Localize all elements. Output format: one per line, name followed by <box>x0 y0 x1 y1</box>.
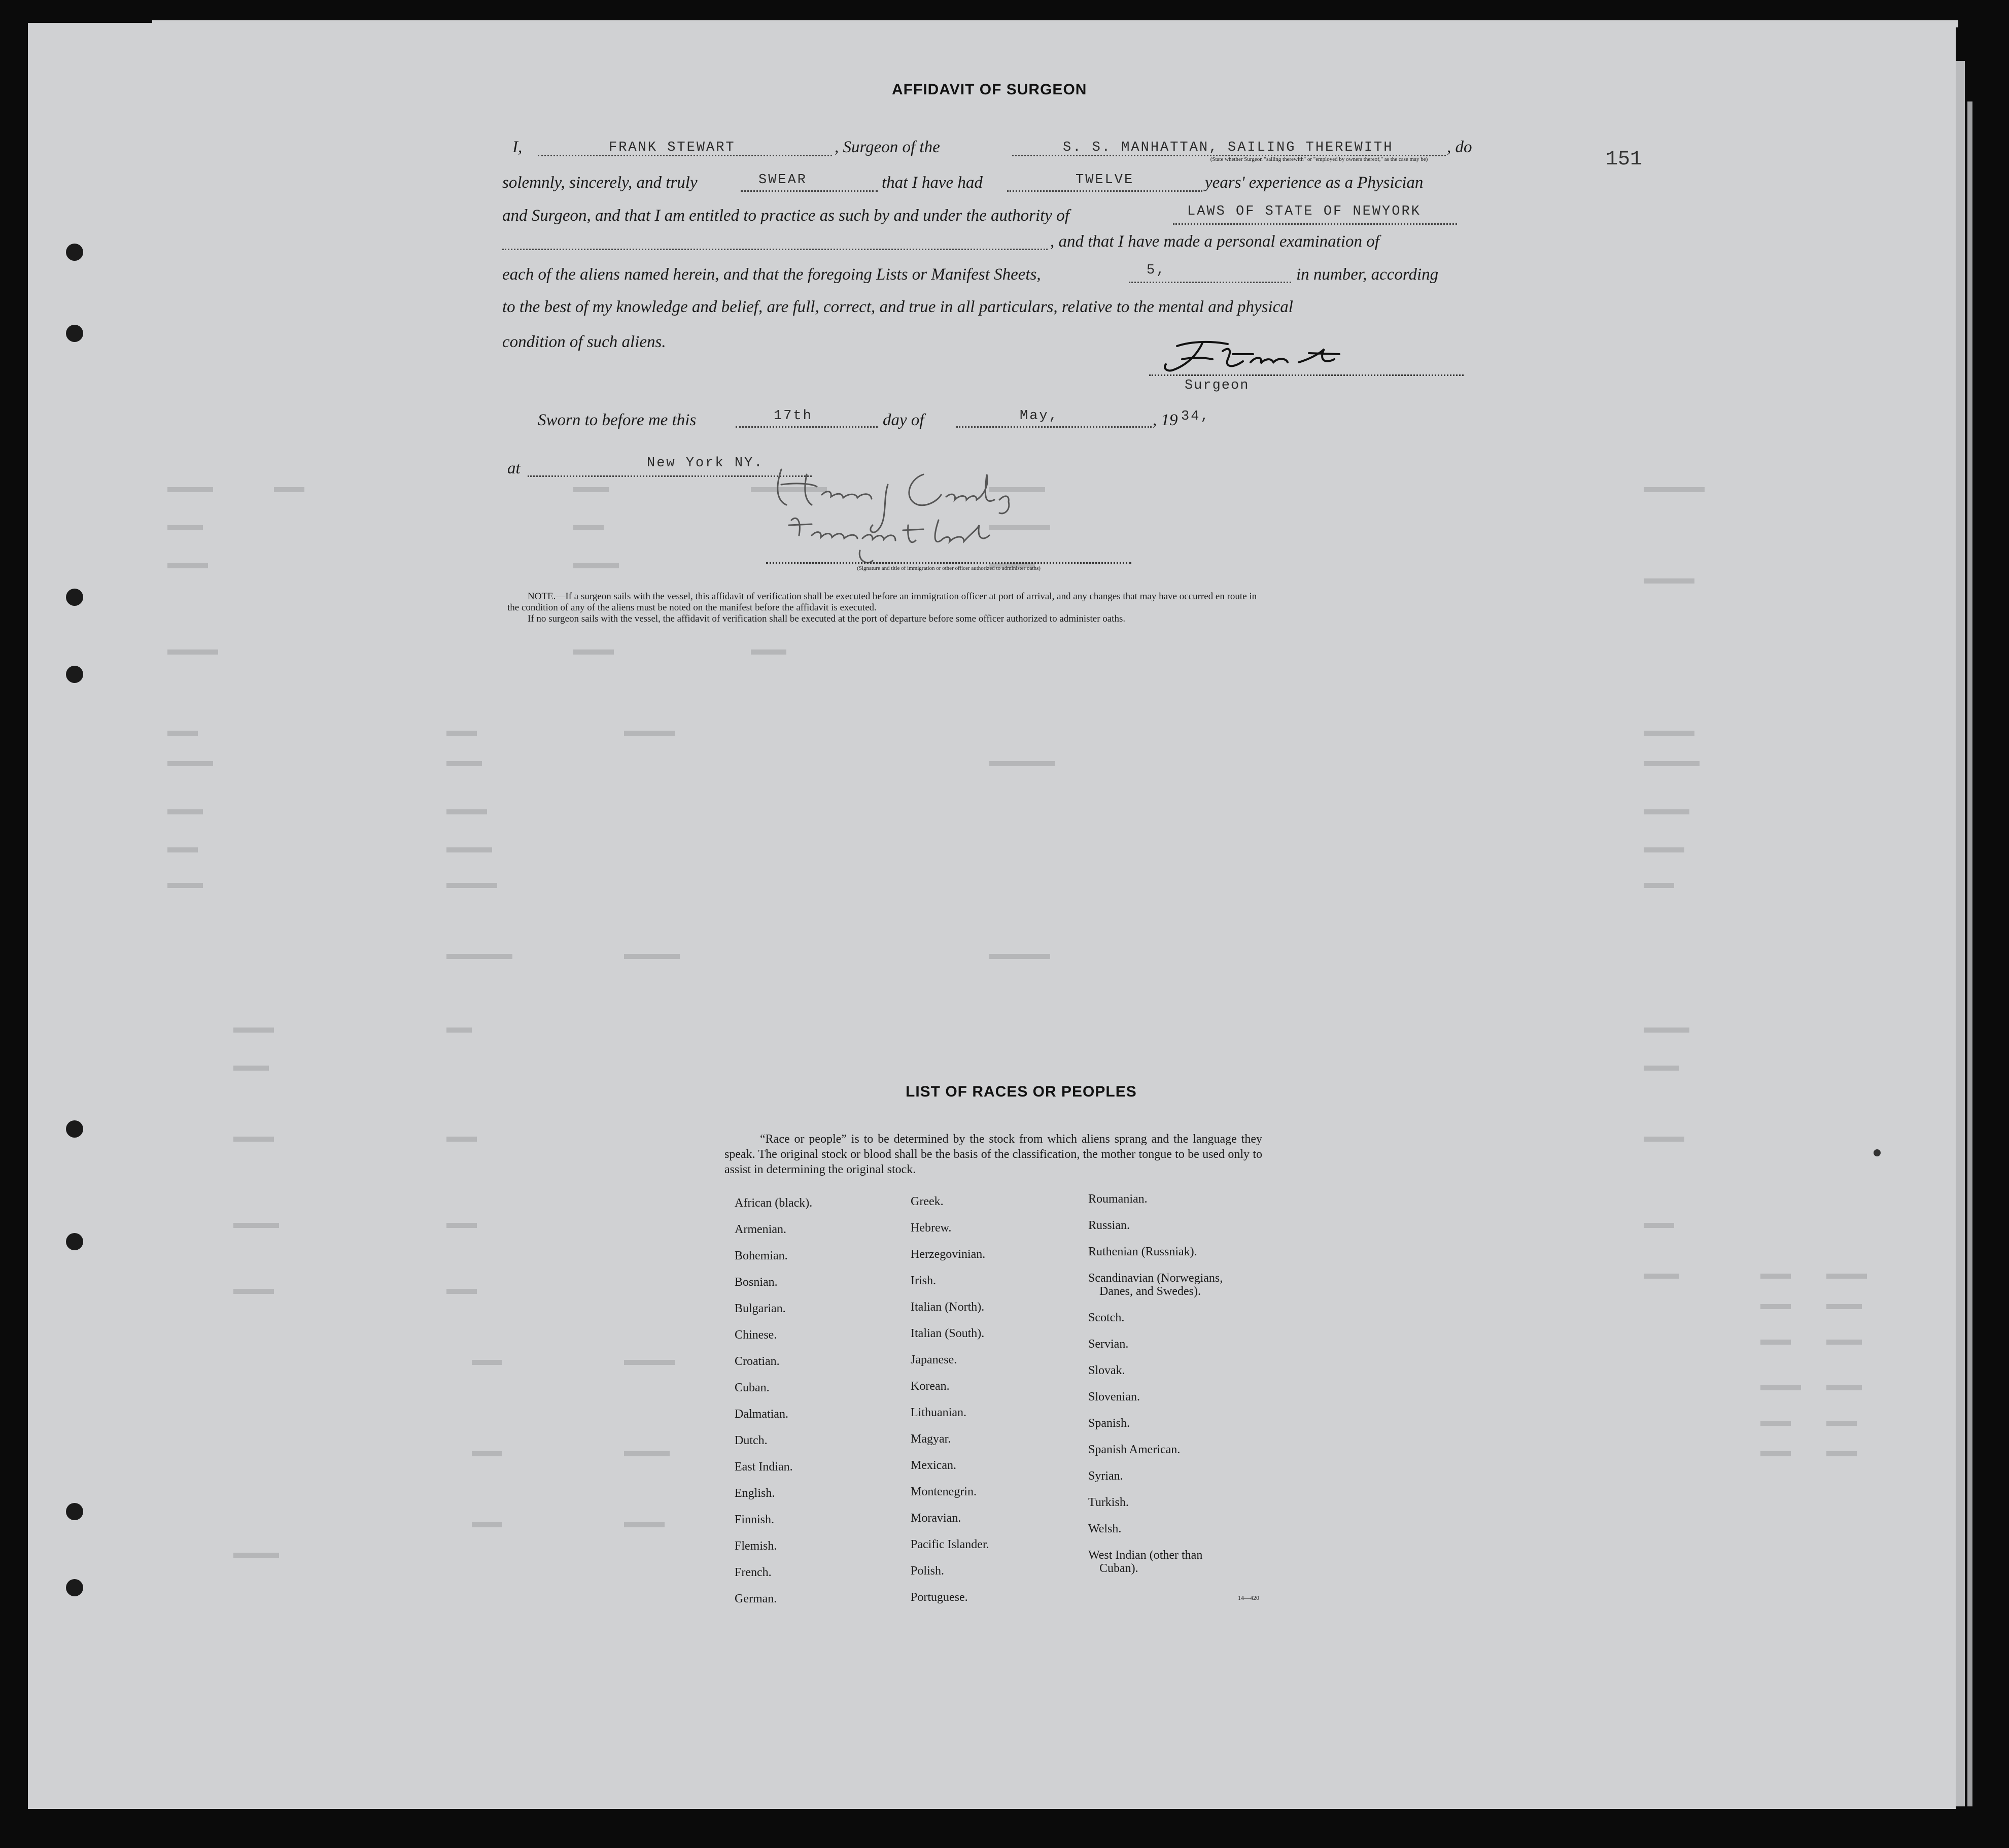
race-item: Cuban. <box>735 1381 770 1394</box>
form-number: 14—420 <box>1238 1594 1259 1601</box>
race-item: Finnish. <box>735 1513 775 1526</box>
race-item: Ruthenian (Russniak). <box>1088 1245 1197 1258</box>
sworn-day: 17th <box>774 408 813 424</box>
sailing-status: SAILING THEREWITH <box>1228 140 1394 155</box>
race-item: Spanish American. <box>1088 1443 1181 1456</box>
race-item: African (black). <box>735 1196 813 1210</box>
sworn-year: 34, <box>1181 409 1210 424</box>
race-item: Bulgarian. <box>735 1302 786 1315</box>
races-column-3 <box>1088 1192 1223 1575</box>
surgeon-signature <box>1157 339 1349 380</box>
race-item: Bosnian. <box>735 1276 778 1289</box>
race-item: Servian. <box>1088 1338 1129 1351</box>
affidavit-line7: condition of such aliens. <box>502 333 666 351</box>
fill-line <box>528 475 812 477</box>
affidavit-title: AFFIDAVIT OF SURGEON <box>892 81 1087 98</box>
sworn-text-a: Sworn to before me this <box>538 411 697 429</box>
race-item: Turkish. <box>1088 1496 1129 1509</box>
race-item: Croatian. <box>735 1355 780 1368</box>
oath-type: SWEAR <box>758 173 808 188</box>
surgeon-name: FRANK STEWART <box>609 140 736 155</box>
race-item: Chinese. <box>735 1328 777 1342</box>
race-item: Dalmatian. <box>735 1408 788 1421</box>
race-item: Hebrew. <box>911 1221 952 1235</box>
race-item: Portuguese. <box>911 1591 968 1604</box>
affidavit-line4: , and that I have made a personal examination of <box>1050 232 1379 251</box>
officer-caption: (Signature and title of immigration or other officer authorized to administer oaths) <box>857 565 1041 571</box>
years-experience: TWELVE <box>1076 173 1134 188</box>
vessel-name: S. S. MANHATTAN, <box>1063 140 1219 155</box>
races-title: LIST OF RACES OR PEOPLES <box>906 1083 1137 1100</box>
race-item: Roumanian. <box>1088 1192 1148 1206</box>
race-item: Magyar. <box>911 1432 951 1446</box>
race-item: Flemish. <box>735 1539 777 1553</box>
races-intro: “Race or people” is to be determined by the stock from which aliens sprang and the language they speak. The original stock or blood shall be the basis of the classification, the mother tongue to be used only to assist in determining the original stock. <box>724 1133 1262 1176</box>
surgeon-signature-line <box>1149 374 1464 376</box>
fill-line <box>741 190 878 192</box>
race-item: Irish. <box>911 1274 936 1287</box>
affidavit-note <box>507 591 1471 625</box>
race-item: Danes, and Swedes). <box>1099 1285 1201 1298</box>
manifest-sheet-count: 5, <box>1147 263 1166 278</box>
page-number: 151 <box>1606 148 1643 171</box>
sworn-text-b: day of <box>883 411 924 429</box>
race-item: Cuban). <box>1099 1562 1138 1575</box>
race-item: Scandinavian (Norwegians, <box>1088 1272 1223 1285</box>
race-item: Italian (North). <box>911 1301 985 1314</box>
race-item: English. <box>735 1487 775 1500</box>
surgeon-caption: Surgeon <box>1185 378 1250 393</box>
officer-signature <box>771 464 1086 566</box>
race-item: Scotch. <box>1088 1311 1125 1324</box>
race-item: French. <box>735 1566 772 1579</box>
fill-line <box>502 249 1048 250</box>
race-item: Dutch. <box>735 1434 768 1447</box>
race-item: Bohemian. <box>735 1249 788 1262</box>
surgeon-status-note: (State whether Surgeon "sailing therewith" or "employed by owners thereof," as the case may be) <box>1210 156 1428 162</box>
note-line: NOTE.—If a surgeon sails with the vessel, this affidavit of verification shall be executed before an immigration officer at port of arrival, and any changes that may have occurred en route in <box>528 591 1257 602</box>
race-item: Montenegrin. <box>911 1485 977 1498</box>
race-item: Slovenian. <box>1088 1390 1140 1404</box>
race-item: Moravian. <box>911 1512 961 1525</box>
affidavit-line1-prefix: I, <box>512 138 523 156</box>
practice-authority: LAWS OF STATE OF NEWYORK <box>1187 204 1421 219</box>
race-item: East Indian. <box>735 1460 793 1474</box>
sworn-place: New York NY. <box>647 456 764 471</box>
affidavit-line6: to the best of my knowledge and belief, are full, correct, and true in all particulars, relative to the mental and physical <box>502 298 1293 316</box>
race-item: Welsh. <box>1088 1522 1122 1535</box>
race-item: Syrian. <box>1088 1469 1123 1483</box>
race-item: Spanish. <box>1088 1417 1130 1430</box>
races-column-2 <box>911 1195 989 1617</box>
affidavit-line2-c: years' experience as a Physician <box>1205 174 1424 192</box>
race-item: Armenian. <box>735 1223 786 1236</box>
affidavit-line5-a: each of the aliens named herein, and that the foregoing Lists or Manifest Sheets, <box>502 265 1041 284</box>
officer-signature-line <box>766 562 1131 564</box>
race-item: Pacific Islander. <box>911 1538 989 1551</box>
fill-line <box>956 426 1152 428</box>
race-item: Slovak. <box>1088 1364 1125 1377</box>
race-item: Italian (South). <box>911 1327 985 1340</box>
race-item: West Indian (other than <box>1088 1549 1203 1562</box>
sworn-year-prefix: , 19 <box>1153 411 1178 429</box>
fill-line <box>1129 282 1291 283</box>
affidavit-line1-do: , do <box>1447 138 1472 156</box>
race-item: Lithuanian. <box>911 1406 966 1419</box>
fill-line <box>736 426 878 428</box>
fill-line <box>1173 223 1457 225</box>
affidavit-line5-b: in number, according <box>1296 265 1439 284</box>
at-prefix: at <box>507 459 521 477</box>
race-item: Russian. <box>1088 1219 1130 1232</box>
affidavit-line2-b: that I have had <box>882 174 983 192</box>
affidavit-line3: and Surgeon, and that I am entitled to practice as such by and under the authority of <box>502 207 1069 225</box>
note-line: the condition of any of the aliens must be noted on the manifest before the affidavit is executed. <box>507 602 877 613</box>
race-item: Mexican. <box>911 1459 956 1472</box>
note-line: If no surgeon sails with the vessel, the affidavit of verification shall be executed at the port of departure before some officer authorized to administer oaths. <box>528 613 1126 624</box>
race-item: German. <box>735 1592 777 1605</box>
sworn-month: May, <box>1020 408 1059 424</box>
race-item: Japanese. <box>911 1353 957 1366</box>
race-item: Herzegovinian. <box>911 1248 986 1261</box>
fill-line <box>1007 190 1202 192</box>
races-column-1 <box>735 1196 812 1619</box>
affidavit-line1-surgeon-of: , Surgeon of the <box>835 138 940 156</box>
race-item: Polish. <box>911 1564 945 1578</box>
race-item: Greek. <box>911 1195 944 1208</box>
affidavit-line2-a: solemnly, sincerely, and truly <box>502 174 698 192</box>
race-item: Korean. <box>911 1380 950 1393</box>
